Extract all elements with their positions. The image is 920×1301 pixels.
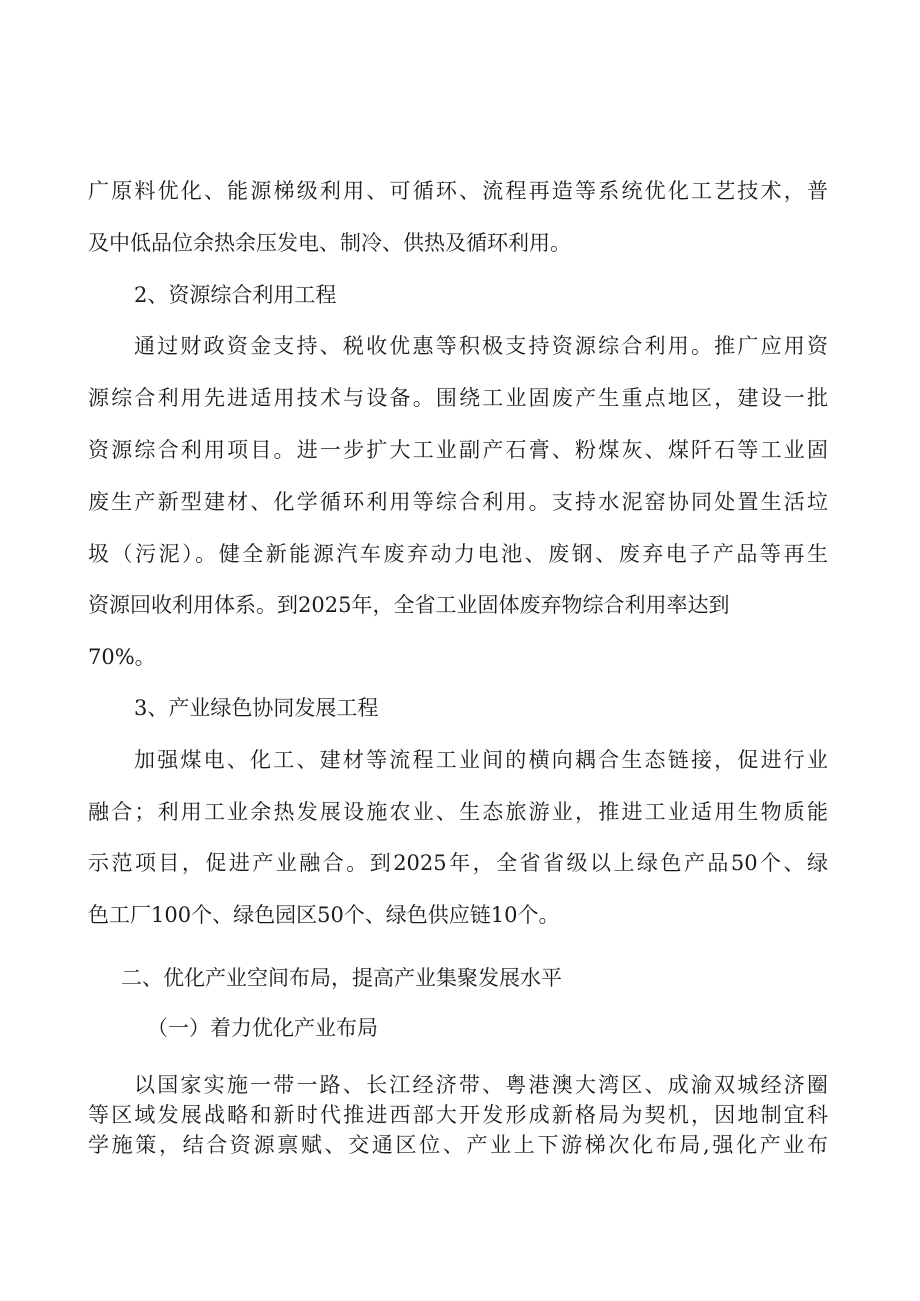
paragraph-line: 源综合利用先进适用技术与设备。围绕工业固废产生重点地区，建设一批: [88, 386, 828, 410]
subsection-heading: （一）着力优化产业布局: [147, 1016, 378, 1040]
section-heading: 2、资源综合利用工程: [134, 283, 337, 307]
paragraph-line: 融合；利用工业余热发展设施农业、生态旅游业，推进工业适用生物质能: [88, 800, 828, 824]
paragraph-line: 废生产新型建材、化学循环利用等综合利用。支持水泥窑协同处置生活垃: [88, 490, 828, 514]
paragraph-line: 示范项目，促进产业融合。到2025年，全省省级以上绿色产品50个、绿: [88, 851, 828, 875]
paragraph-line: 及中低品位余热余压发电、制冷、供热及循环利用。: [88, 231, 571, 255]
paragraph-line: 色工厂100个、绿色园区50个、绿色供应链10个。: [88, 903, 560, 927]
chapter-heading: 二、优化产业空间布局，提高产业集聚发展水平: [121, 966, 562, 990]
paragraph-line: 通过财政资金支持、税收优惠等积极支持资源综合利用。推广应用资: [134, 334, 828, 358]
paragraph-line: 广原料优化、能源梯级利用、可循环、流程再造等系统优化工艺技术，普: [88, 179, 828, 203]
paragraph-line: 资源综合利用项目。进一步扩大工业副产石膏、粉煤灰、煤阡石等工业固: [88, 438, 828, 462]
paragraph-line: 圾（污泥）。健全新能源汽车废弃动力电池、废钢、废弃电子产品等再生: [88, 542, 828, 566]
paragraph-line: 等区域发展战略和新时代推进西部大开发形成新格局为契机，因地制宜科: [88, 1103, 828, 1127]
paragraph-line: 资源回收利用体系。到2025年，全省工业固体废弃物综合利用率达到: [88, 593, 730, 617]
paragraph-line: 70%。: [88, 645, 156, 669]
paragraph-line: 学施策，结合资源禀赋、交通区位、产业上下游梯次化布局,强化产业布: [88, 1133, 828, 1157]
paragraph-line: 加强煤电、化工、建材等流程工业间的横向耦合生态链接，促进行业: [134, 748, 828, 772]
section-heading: 3、产业绿色协同发展工程: [134, 696, 379, 720]
paragraph-line: 以国家实施一带一路、长江经济带、粤港澳大湾区、成渝双城经济圈: [134, 1073, 828, 1097]
